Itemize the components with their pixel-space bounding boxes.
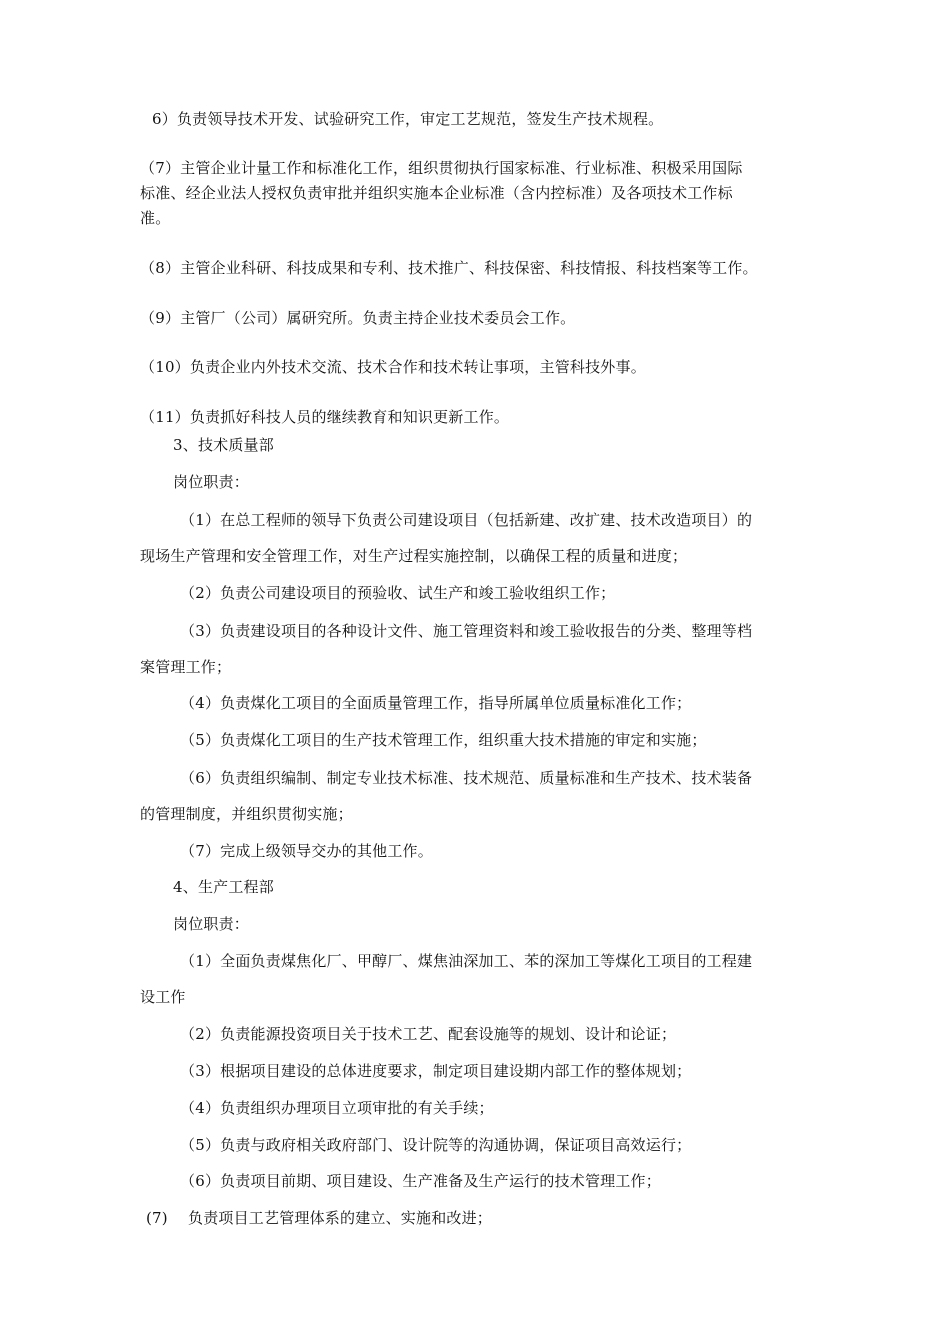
text-line: 准。 [140,209,171,227]
text-line: （4）负责煤化工项目的全面质量管理工作，指导所属单位质量标准化工作； [180,694,692,712]
text-line: （7）主管企业计量工作和标准化工作，组织贯彻执行国家标准、行业标准、积极采用国际 [140,159,743,177]
text-line: （8）主管企业科研、科技成果和专利、技术推广、科技保密、科技情报、科技档案等工作。 [140,259,758,277]
text-line: 设工作 [140,988,186,1006]
item-text: 负责项目工艺管理体系的建立、实施和改进； [188,1209,493,1227]
text-line: （3）根据项目建设的总体进度要求，制定项目建设期内部工作的整体规划； [180,1062,692,1080]
text-line: （6）负责组织编制、制定专业技术标准、技术规范、质量标准和生产技术、技术装备 [180,769,753,787]
text-line: （1）全面负责煤焦化厂、甲醇厂、煤焦油深加工、苯的深加工等煤化工项目的工程建 [180,952,753,970]
text-line: （11）负责抓好科技人员的继续教育和知识更新工作。 [140,408,510,426]
text-line: 6）负责领导技术开发、试验研究工作，审定工艺规范，签发生产技术规程。 [152,110,664,128]
text-line: （4）负责组织办理项目立项审批的有关手续； [180,1099,494,1117]
text-line: （2）负责公司建设项目的预验收、试生产和竣工验收组织工作； [180,584,616,602]
section-heading: 4、生产工程部 [173,878,274,896]
text-line: （9）主管厂（公司）属研究所。负责主持企业技术委员会工作。 [140,309,576,327]
item-number: (7) [146,1209,168,1227]
text-line: （5）负责煤化工项目的生产技术管理工作，组织重大技术措施的审定和实施； [180,731,707,749]
text-line-item [146,1207,492,1229]
text-line: （6）负责项目前期、项目建设、生产准备及生产运行的技术管理工作； [180,1172,661,1190]
section-subheading: 岗位职责： [173,473,250,491]
text-line: （1）在总工程师的领导下负责公司建设项目（包括新建、改扩建、技术改造项目）的 [180,511,753,529]
text-line: 现场生产管理和安全管理工作，对生产过程实施控制，以确保工程的质量和进度； [140,547,688,565]
text-line: 标准、经企业法人授权负责审批并组织实施本企业标准（含内控标准）及各项技术工作标 [140,184,733,202]
text-line: （5）负责与政府相关政府部门、设计院等的沟通协调，保证项目高效运行； [180,1136,692,1154]
section-heading: 3、技术质量部 [173,436,274,454]
text-line: 案管理工作； [140,658,232,676]
text-line: （10）负责企业内外技术交流、技术合作和技术转让事项，主管科技外事。 [140,358,646,376]
text-line: （7）完成上级领导交办的其他工作。 [180,842,433,860]
text-line: （2）负责能源投资项目关于技术工艺、配套设施等的规划、设计和论证； [180,1025,677,1043]
text-line: （3）负责建设项目的各种设计文件、施工管理资料和竣工验收报告的分类、整理等档 [180,622,753,640]
text-line: 的管理制度，并组织贯彻实施； [140,805,353,823]
section-subheading: 岗位职责： [173,915,250,933]
